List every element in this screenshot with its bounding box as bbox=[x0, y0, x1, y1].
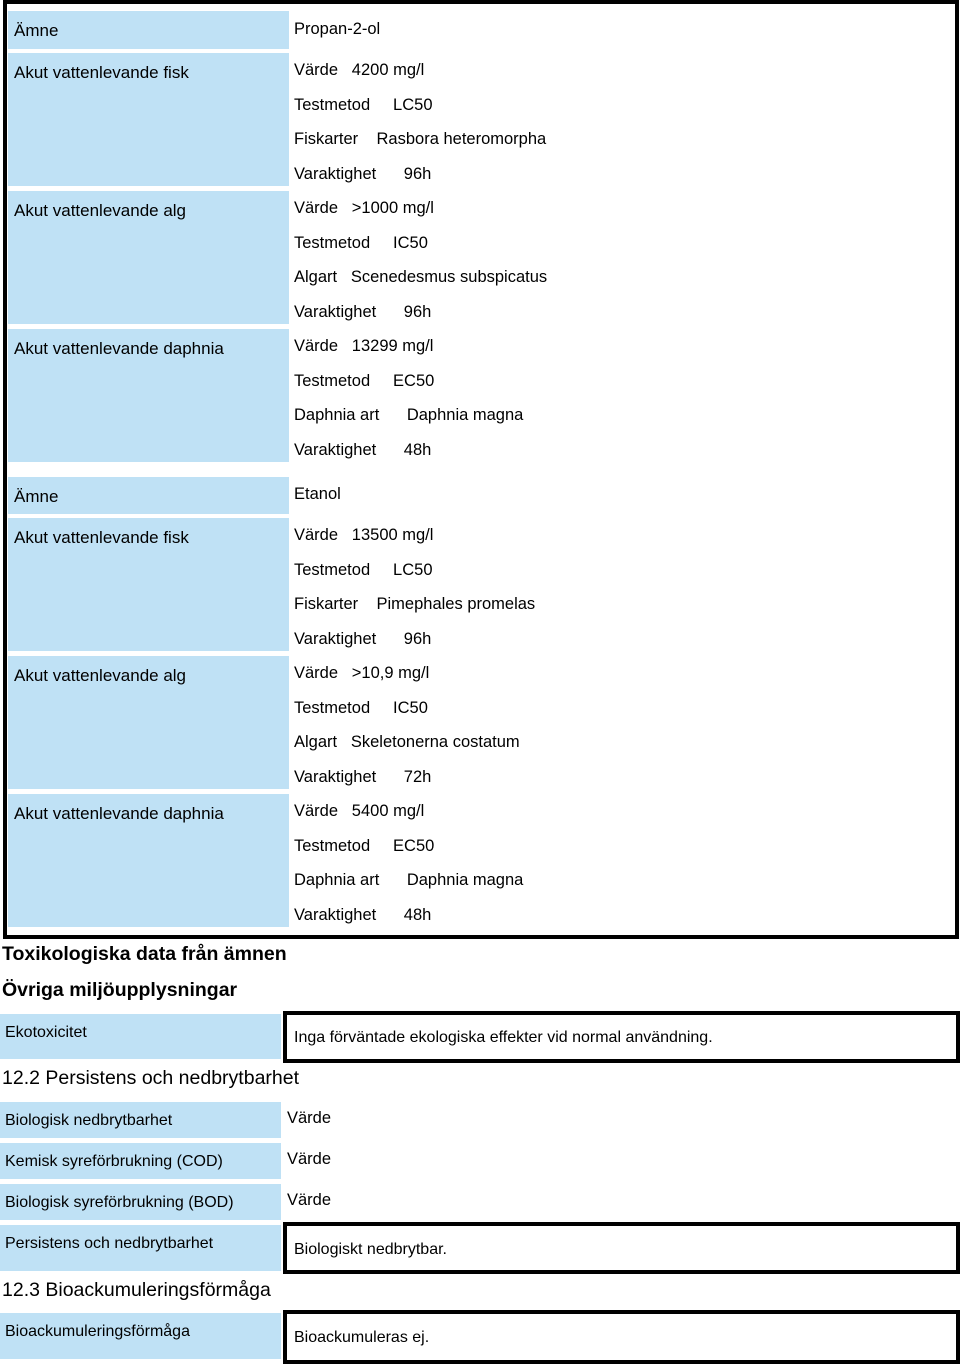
method-row: Testmetod IC50 bbox=[294, 234, 428, 252]
ecotox-label bbox=[0, 1014, 281, 1059]
bioaccum-heading: 12.3 Bioackumuleringsförmåga bbox=[2, 1279, 271, 1301]
category-label: Akut vattenlevande fisk bbox=[14, 528, 189, 547]
tox-data-heading: Toxikologiska data från ämnen bbox=[2, 943, 287, 965]
duration-row: Varaktighet 96h bbox=[294, 165, 432, 183]
value-row: Värde 13299 mg/l bbox=[294, 337, 434, 355]
method-row: Testmetod LC50 bbox=[294, 561, 433, 579]
category-fish bbox=[8, 518, 289, 651]
persistence-row-value: Värde bbox=[287, 1150, 332, 1168]
bioaccum-value: Bioackumuleras ej. bbox=[294, 1329, 430, 1346]
substance-name: Propan-2-ol bbox=[294, 20, 381, 38]
method-row: Testmetod LC50 bbox=[294, 96, 433, 114]
duration-row: Varaktighet 72h bbox=[294, 768, 432, 786]
bioaccum-label: Bioackumuleringsförmåga bbox=[0, 1313, 281, 1359]
category-label: Akut vattenlevande alg bbox=[14, 201, 187, 220]
value-row: Värde 5400 mg/l bbox=[294, 802, 425, 820]
category-fish bbox=[8, 53, 289, 186]
persistence-value: Biologiskt nedbrytbar. bbox=[294, 1241, 447, 1258]
category-label: Akut vattenlevande daphnia bbox=[14, 339, 224, 358]
method-row: Testmetod IC50 bbox=[294, 699, 428, 717]
category-alg bbox=[8, 656, 289, 789]
persistence-row-label: Biologisk syreförbrukning (BOD) bbox=[0, 1184, 281, 1220]
species-row: Fiskarter Rasbora heteromorpha bbox=[294, 130, 547, 148]
ecotox-value: Inga förväntade ekologiska effekter vid normal användning. bbox=[294, 1029, 713, 1046]
category-label: Akut vattenlevande fisk bbox=[14, 63, 189, 82]
persistence-label: Persistens och nedbrytbarhet bbox=[0, 1225, 281, 1271]
species-row: Algart Skeletonerna costatum bbox=[294, 733, 520, 751]
substance-label-text: Ämne bbox=[14, 487, 59, 506]
persistence-heading: 12.2 Persistens och nedbrytbarhet bbox=[2, 1067, 300, 1089]
species-row: Fiskarter Pimephales promelas bbox=[294, 595, 536, 613]
category-label: Akut vattenlevande daphnia bbox=[14, 804, 224, 823]
value-row: Värde 4200 mg/l bbox=[294, 61, 425, 79]
substance-name: Etanol bbox=[294, 485, 341, 503]
value-row: Värde >1000 mg/l bbox=[294, 199, 434, 217]
duration-row: Varaktighet 48h bbox=[294, 906, 432, 924]
category-daphnia bbox=[8, 329, 289, 462]
duration-row: Varaktighet 96h bbox=[294, 630, 432, 648]
other-env-heading: Övriga miljöupplysningar bbox=[2, 979, 238, 1001]
method-row: Testmetod EC50 bbox=[294, 372, 435, 390]
ecotox-label-text: Ekotoxicitet bbox=[5, 1024, 87, 1041]
substance-label-text: Ämne bbox=[14, 21, 59, 40]
substance-label bbox=[8, 11, 289, 49]
species-row: Daphnia art Daphnia magna bbox=[294, 871, 524, 889]
species-row: Daphnia art Daphnia magna bbox=[294, 406, 524, 424]
category-alg bbox=[8, 191, 289, 324]
value-row: Värde >10,9 mg/l bbox=[294, 664, 430, 682]
value-row: Värde 13500 mg/l bbox=[294, 526, 434, 544]
duration-row: Varaktighet 96h bbox=[294, 303, 432, 321]
substance-label bbox=[8, 477, 289, 514]
category-daphnia bbox=[8, 794, 289, 927]
category-label: Akut vattenlevande alg bbox=[14, 666, 187, 685]
persistence-row-value: Värde bbox=[287, 1109, 332, 1127]
persistence-row-label: Biologisk nedbrytbarhet bbox=[0, 1102, 281, 1138]
persistence-row-label: Kemisk syreförbrukning (COD) bbox=[0, 1143, 281, 1179]
method-row: Testmetod EC50 bbox=[294, 837, 435, 855]
persistence-row-value: Värde bbox=[287, 1191, 332, 1209]
species-row: Algart Scenedesmus subspicatus bbox=[294, 268, 548, 286]
duration-row: Varaktighet 48h bbox=[294, 441, 432, 459]
